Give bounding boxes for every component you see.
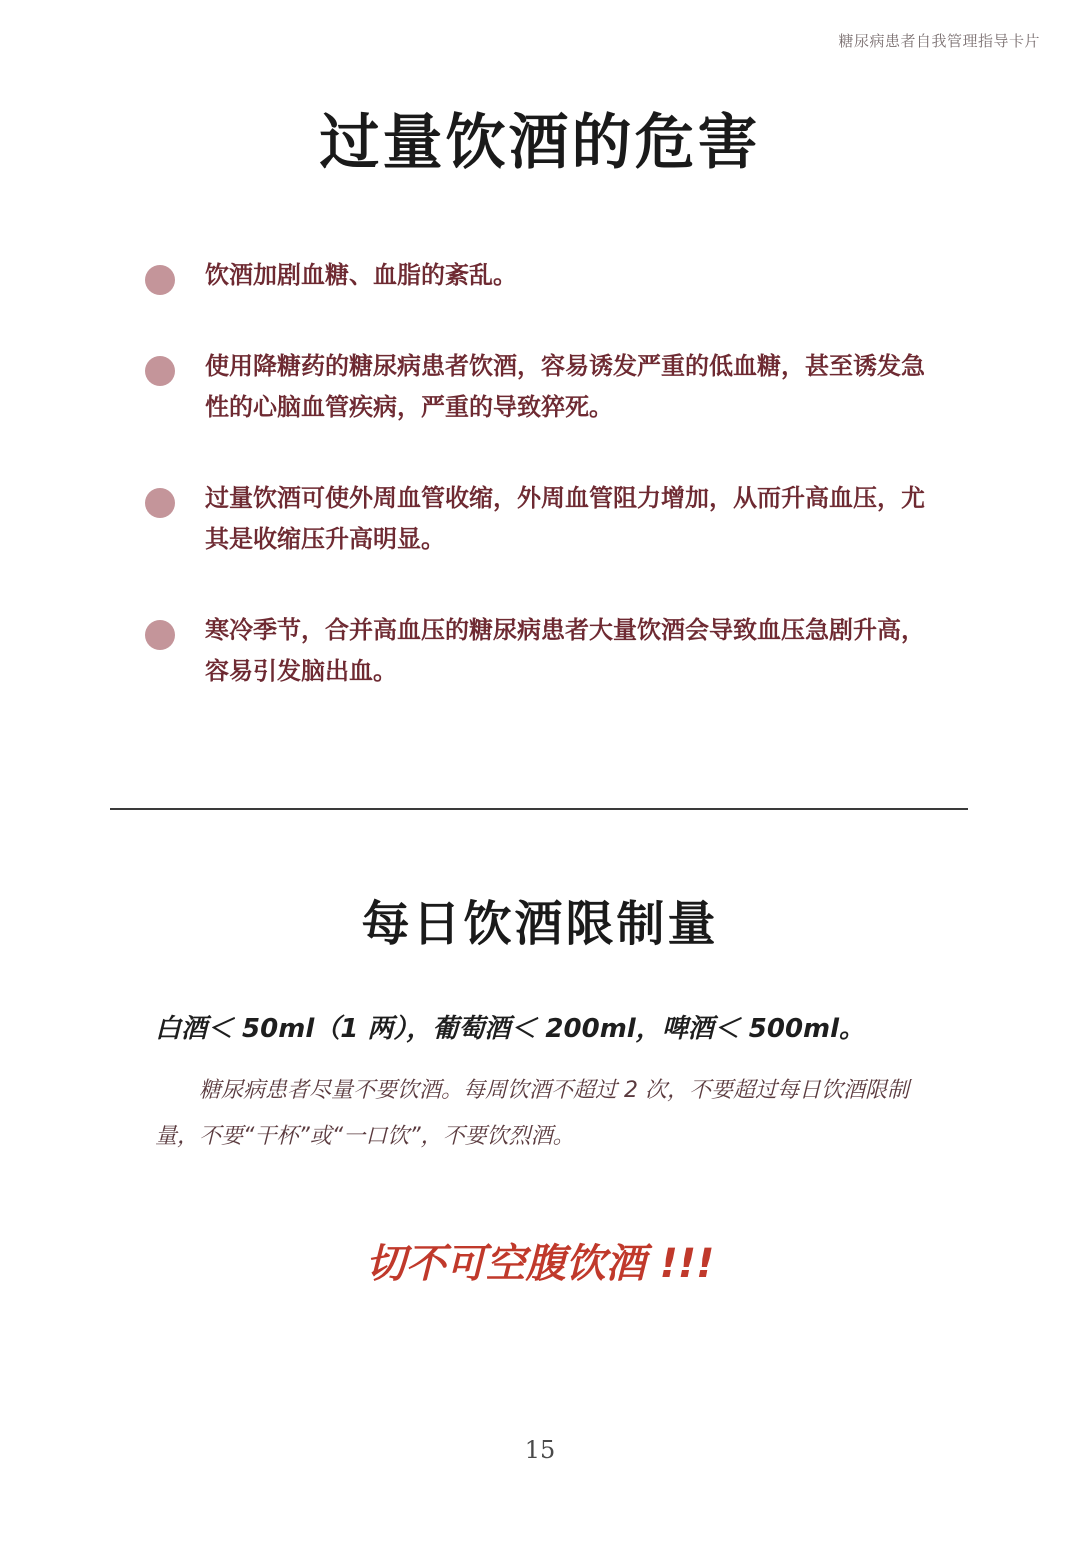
page-title: 过量饮酒的危害 [319,108,761,178]
page-number: 15 [524,1436,556,1464]
bullet-dot-icon [145,620,175,650]
list-item-text: 使用降糖药的糖尿病患者饮酒，容易诱发严重的低血糖，甚至诱发急性的心脑血管疾病，严重的导致猝死。 [205,352,925,421]
harm-list [145,255,945,692]
list-item-text: 寒冷季节，合并高血压的糖尿病患者大量饮酒会导致血压急剧升高，容易引发脑出血。 [205,616,925,685]
list-item [145,346,945,428]
header-label: 糖尿病患者自我管理指导卡片 [838,32,1040,50]
advice-paragraph: 糖尿病患者尽量不要饮酒。每周饮酒不超过 2 次，不要超过每日饮酒限制量，不要“干杯”或“一口饮”，不要饮烈酒。 [155,1078,909,1149]
list-item [145,255,945,296]
daily-limit-text: 白酒＜ 50ml（1 两），葡萄酒＜ 200ml，啤酒＜ 500ml。 [155,1014,866,1044]
bullet-dot-icon [145,356,175,386]
bullet-dot-icon [145,265,175,295]
section-divider [110,808,968,810]
list-item [145,478,945,560]
section-title: 每日饮酒限制量 [361,896,719,952]
warning-text: 切不可空腹饮酒 !!! [365,1241,715,1287]
bullet-dot-icon [145,488,175,518]
list-item-text: 过量饮酒可使外周血管收缩，外周血管阻力增加，从而升高血压，尤其是收缩压升高明显。 [205,484,925,553]
list-item [145,610,945,692]
list-item-text: 饮酒加剧血糖、血脂的紊乱。 [205,261,517,289]
